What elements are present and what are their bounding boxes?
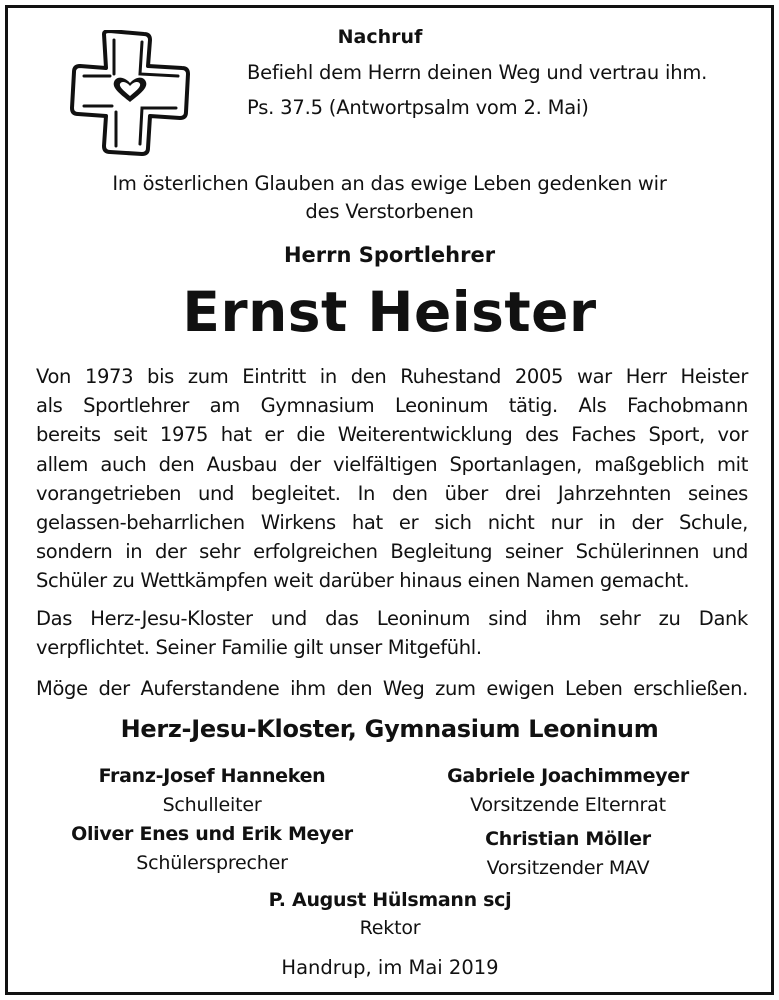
body-line: Möge der Auferstandene ihm den Weg zum ewigen Leben erschließen. <box>36 677 748 700</box>
body-paragraph-1 <box>36 362 748 596</box>
body-line: verpflichtet. Seiner Familie gilt unser Mitgefühl. <box>36 636 482 660</box>
body-line: Schüler zu Wettkämpfen weit darüber hinaus einen Namen gemacht. <box>36 569 690 593</box>
body-paragraph-3 <box>36 674 748 703</box>
intro-line-1: Im österlichen Glauben an das ewige Leben gedenken wir <box>112 172 667 195</box>
body-line: Das Herz-Jesu-Kloster und das Leoninum sind ihm sehr zu Dank <box>36 607 748 630</box>
signatory-role: Rektor <box>359 917 421 939</box>
body-paragraph-2 <box>36 604 748 662</box>
deceased-title: Herrn Sportlehrer <box>283 243 496 267</box>
cross-with-heart-icon <box>70 30 192 156</box>
signatory-name: P. August Hülsmann scj <box>268 889 512 911</box>
signatory-role: Vorsitzende Elternrat <box>470 794 666 816</box>
body-line: gelassen-beharrlichen Wirkens hat er sich nicht nur in der Schule, <box>36 511 748 535</box>
body-line: allem auch den Ausbau der vielfältigen Sportanlagen, maßgeblich mit <box>36 452 748 476</box>
motto-line-1: Befiehl dem Herrn deinen Weg und vertrau ihm. <box>247 61 708 84</box>
signatory-role: Vorsitzender MAV <box>486 857 650 879</box>
place-date: Handrup, im Mai 2019 <box>281 956 499 979</box>
motto-line-2: Ps. 37.5 (Antwortpsalm vom 2. Mai) <box>247 96 589 119</box>
body-line: als Sportlehrer am Gymnasium Leoninum tätig. Als Fachobmann <box>36 394 748 418</box>
signatory-name: Gabriele Joachimmeyer <box>447 765 689 787</box>
body-line: sondern in der sehr erfolgreichen Begleitung seiner Schülerinnen und <box>36 540 748 564</box>
body-line: vorangetrieben und begleitet. In den über drei Jahrzehnten seines <box>36 481 748 505</box>
organization: Herz-Jesu-Kloster, Gymnasium Leoninum <box>120 715 659 743</box>
body-line: Von 1973 bis zum Eintritt in den Ruhestand 2005 war Herr Heister <box>36 365 748 388</box>
signatory-name: Oliver Enes und Erik Meyer <box>71 823 353 845</box>
heading-nachruf: Nachruf <box>337 26 423 48</box>
deceased-name: Ernst Heister <box>182 280 597 344</box>
intro-line-2: des Verstorbenen <box>305 200 474 223</box>
signatory-name: Christian Möller <box>485 828 651 850</box>
signatory-name: Franz-Josef Hanneken <box>98 765 326 787</box>
body-line: bereits seit 1975 hat er die Weiterentwicklung des Faches Sport, vor <box>36 423 748 447</box>
signatory-role: Schülersprecher <box>136 852 288 874</box>
signatory-role: Schulleiter <box>162 794 262 816</box>
